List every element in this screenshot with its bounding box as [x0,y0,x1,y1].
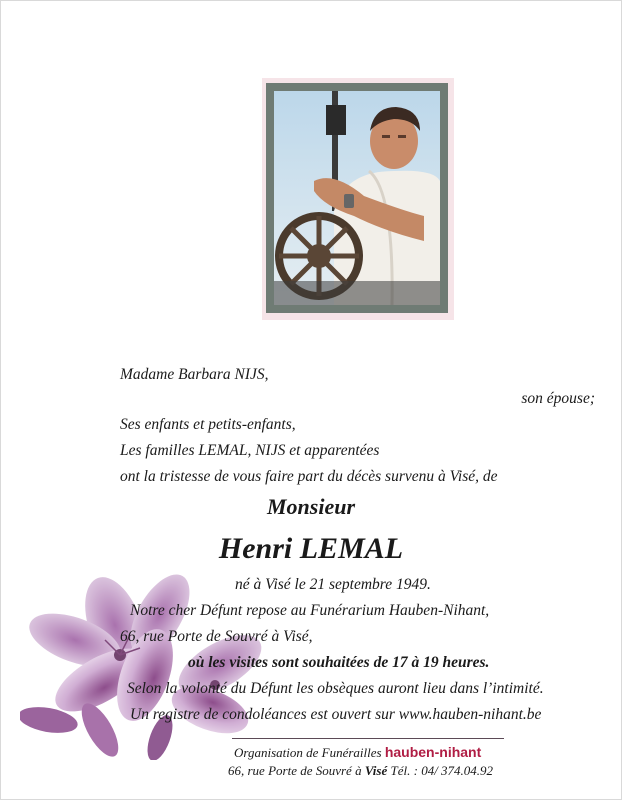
portrait-frame [266,83,448,313]
condolences-line: Un registre de condoléances est ouvert sur www.hauben-nihant.be [130,706,542,723]
portrait-photo [274,91,440,305]
spouse-role: son épouse; [521,390,595,407]
footer-city: Visé [364,763,388,778]
footer-address-prefix: 66, rue Porte de Souvré à [228,763,362,778]
families-line: Les familles LEMAL, NIJS et apparentées [120,442,380,459]
address-line: 66, rue Porte de Souvré à Visé, [120,628,313,645]
footer-phone: Tél. : 04/ 374.04.92 [390,763,494,778]
rest-line: Notre cher Défunt repose au Funérarium Hauben-Nihant, [130,602,490,619]
footer-organisation [234,744,481,761]
footer-address [228,763,493,779]
footer-divider [232,738,504,739]
deceased-title: Monsieur [266,494,356,519]
organisation-label: Organisation de Funérailles [234,745,382,760]
funeral-line: Selon la volonté du Défunt les obsèques auront lieu dans l’intimité. [127,680,544,697]
deceased-name: Henri LEMAL [218,532,404,565]
spouse-line: Madame Barbara NIJS, [120,366,269,383]
children-line: Ses enfants et petits-enfants, [120,416,296,433]
birth-line: né à Visé le 21 septembre 1949. [235,576,431,593]
announcement-line: ont la tristesse de vous faire part du décès survenu à Visé, de [120,468,498,485]
brand-logo: hauben-nihant [384,744,482,760]
visits-line: où les visites sont souhaitées de 17 à 19 heures. [188,654,490,671]
